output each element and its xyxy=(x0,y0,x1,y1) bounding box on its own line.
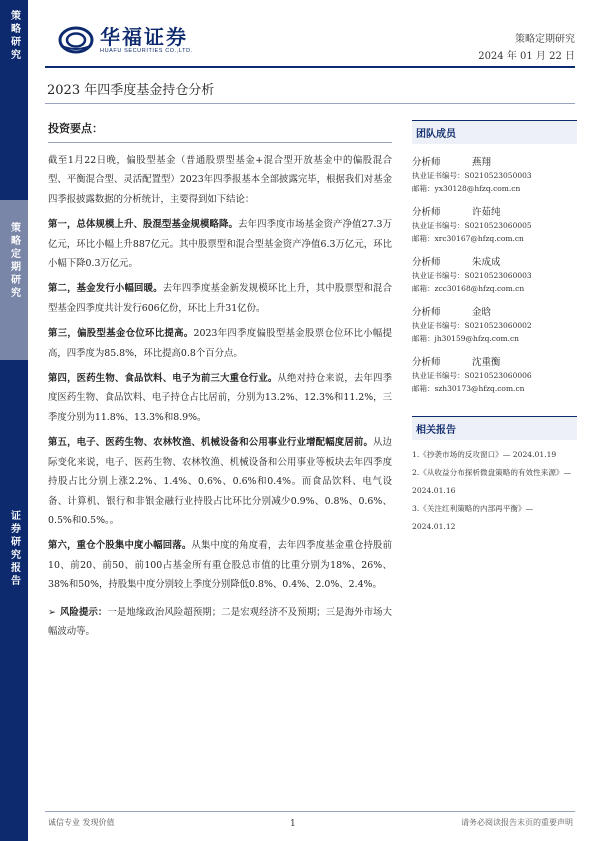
report-date: 2024 年 01 月 22 日 xyxy=(478,51,575,62)
risk-lead: 风险提示： xyxy=(59,606,108,618)
sidebar xyxy=(0,0,28,841)
sidebar-info xyxy=(412,120,577,536)
related-report-link[interactable]: 2.《从收益分布探析微盘策略的有效性来源》— xyxy=(412,468,572,477)
analyst-card xyxy=(412,154,577,194)
point-lead: 第二，基金发行小幅回暖。 xyxy=(48,283,163,295)
analyst-role: 分析师 xyxy=(412,307,441,318)
analyst-name: 沈重衡 xyxy=(472,357,501,368)
point-paragraph-6 xyxy=(48,536,392,594)
sidebar-label: 策略研究 xyxy=(8,10,20,62)
arrow-bullet-icon: ➢ xyxy=(48,606,56,618)
point-paragraph-2 xyxy=(48,279,392,318)
section-divider xyxy=(48,142,392,143)
analyst-role: 分析师 xyxy=(412,157,441,168)
page-title: 2023 年四季度基金持仓分析 xyxy=(47,83,215,98)
analyst-card xyxy=(412,304,577,344)
logo-chinese-name: 华福证券 xyxy=(100,25,188,49)
analyst-email: 邮箱：jh30159@hfzq.com.cn xyxy=(412,334,519,343)
point-text: 从边际变化来说，电子、医药生物、农林牧渔、机械设备和公用事业等板块去年四季度持股占比分别上涨2.2%、1.4%、0.6%、0.6%和0.4%。而食品饮料、电气设备、计算机、银行和非银金融行业持股占比环比分别减少0.9%、0.8%、0.6%、0.5%和0.5%。。 xyxy=(48,437,392,526)
footer-disclaimer: 请务必阅读报告末页的重要声明 xyxy=(461,818,573,827)
analyst-role: 分析师 xyxy=(412,207,441,218)
sidebar-segment-strategy xyxy=(0,0,28,200)
section-title: 投资要点： xyxy=(48,122,103,135)
analyst-card xyxy=(412,354,577,394)
analyst-card xyxy=(412,254,577,294)
analyst-license: 执业证书编号：S0210523060005 xyxy=(412,221,532,230)
investment-highlights xyxy=(48,120,392,641)
sidebar-label: 策略定期研究 xyxy=(8,222,20,300)
header-divider xyxy=(45,66,575,68)
analyst-email: 邮箱：szh30173@hfzq.com.cn xyxy=(412,384,525,393)
risk-text: 一是地缘政治风险超预期；二是宏观经济不及预期；三是海外市场大幅波动等。 xyxy=(48,606,392,637)
related-report-link[interactable]: 3.《关注红利策略的内部再平衡》— 2024.01.12 xyxy=(412,504,534,531)
point-lead: 第一，总体规模上升、股混型基金规模略降。 xyxy=(48,219,239,231)
title-divider xyxy=(45,103,575,104)
analyst-role: 分析师 xyxy=(412,257,441,268)
analyst-name: 朱成成 xyxy=(472,257,501,268)
sidebar-label: 证券研究报告 xyxy=(8,510,20,588)
point-paragraph-3 xyxy=(48,324,392,363)
analyst-license: 执业证书编号：S0210523060006 xyxy=(412,371,532,380)
team-title: 团队成员 xyxy=(412,120,577,144)
point-paragraph-4 xyxy=(48,369,392,427)
analyst-card xyxy=(412,204,577,244)
company-logo xyxy=(58,26,193,54)
point-text: 去年四季度市场基金资产净值27.3万亿元，环比小幅上升887亿元。其中股票型和混合型基金资产净值6.3万亿元，环比小幅下降0.3万亿元。 xyxy=(48,219,392,270)
intro-paragraph: 截至1月22日晚，偏股型基金（普通股票型基金+混合型开放基金中的偏股混合型、平衡混合型、灵活配置型）2023年四季报基本全部披露完毕，根据我们对基金四季报披露数据的分析统计，主要得到如下结论： xyxy=(48,155,392,205)
analyst-name: 许茹纯 xyxy=(472,207,501,218)
page-number: 1 xyxy=(290,819,296,829)
analyst-email: 邮箱：yx30128@hfzq.com.cn xyxy=(412,184,521,193)
point-text: 2023年四季度偏股型基金股票仓位环比小幅提高，四季度为85.8%，环比提高0.8个百分点。 xyxy=(48,328,392,359)
related-reports-list xyxy=(412,446,577,536)
related-report-date: 2024.01.16 xyxy=(412,486,456,495)
analyst-email: 邮箱：zcc30168@hfzq.com.cn xyxy=(412,284,525,293)
point-lead: 第三，偏股型基金仓位环比提高。 xyxy=(48,328,194,340)
analyst-license: 执业证书编号：S0210523060003 xyxy=(412,271,532,280)
point-text: 去年四季度基金新发规模环比上升，其中股票型和混合型基金四季度共计发行606亿份，环比上升31亿份。 xyxy=(48,283,392,314)
logo-english-name: HUAFU SECURITIES CO.,LTD. xyxy=(100,48,193,54)
logo-emblem-icon xyxy=(58,26,94,54)
analyst-name: 金晗 xyxy=(472,307,492,318)
point-paragraph-5 xyxy=(48,433,392,530)
sidebar-segment-periodic xyxy=(0,200,28,360)
related-report-link[interactable]: 1.《抄袭市场的反攻窗口》— 2024.01.19 xyxy=(412,450,557,459)
point-text: 从绝对持仓来说，去年四季度医药生物、食品饮料、电子持仓占比居前，分别为13.2%、12.3%和11.2%，三季度分别为11.8%、13.3%和8.9%。 xyxy=(48,373,392,423)
analyst-license: 执业证书编号：S0210523050003 xyxy=(412,171,532,180)
sidebar-segment-research-report xyxy=(0,360,28,841)
point-lead: 第四，医药生物、食品饮料、电子为前三大重仓行业。 xyxy=(48,373,278,385)
analyst-email: 邮箱：xrc30167@hfzq.com.cn xyxy=(412,234,524,243)
point-text: 从集中度的角度看，去年四季度基金重仓持股前10、前20、前50、前100占基金所有重仓股总市值的比重分别为18%、26%、38%和50%，持股集中度分别较上季度分别降低0.8%、0.4%、2.0%、2.4%。 xyxy=(48,540,392,591)
point-lead: 第五，电子、医药生物、农林牧渔、机械设备和公用事业行业增配幅度居前。 xyxy=(48,437,374,449)
footer-slogan: 诚信专业 发现价值 xyxy=(48,818,115,827)
analyst-role: 分析师 xyxy=(412,357,441,368)
report-type: 策略定期研究 xyxy=(515,34,575,45)
point-paragraph-1 xyxy=(48,215,392,273)
risk-warning xyxy=(48,603,392,642)
related-reports-title: 相关报告 xyxy=(412,416,577,440)
analyst-name: 燕翔 xyxy=(472,157,492,168)
analyst-license: 执业证书编号：S0210523060002 xyxy=(412,321,532,330)
footer-divider xyxy=(45,811,575,812)
point-lead: 第六，重仓个股集中度小幅回落。 xyxy=(48,540,192,552)
